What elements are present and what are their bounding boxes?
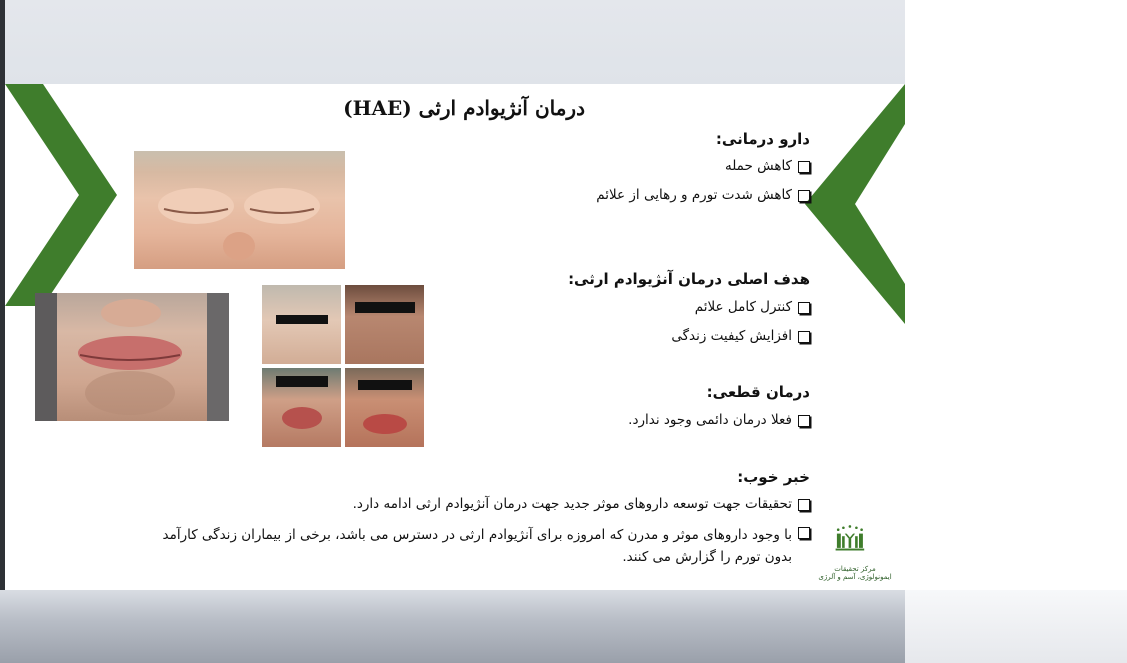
list-item: با وجود داروهای موثر و مدرن که امروزه برای آنژیوادم ارثی در دسترس می باشد، برخی از بیماران زندگی کارآمد بدون تورم را گزارش می کنند. <box>162 524 810 568</box>
presentation-slide <box>5 84 905 590</box>
list-item: کاهش حمله <box>725 158 810 174</box>
list-item: فعلا درمان دائمی وجود ندارد. <box>628 412 810 428</box>
section-heading-definitive-treatment: درمان قطعی: <box>706 383 810 401</box>
window-top-band <box>0 0 905 84</box>
square-bullet-icon <box>798 415 810 427</box>
square-bullet-icon <box>798 331 810 343</box>
patient-photo-2 <box>345 285 424 364</box>
swollen-lip-photo <box>35 293 229 421</box>
list-item: تحقیقات جهت توسعه داروهای موثر جدید جهت درمان آنژیوادم ارثی ادامه دارد. <box>353 496 810 512</box>
logo-caption: مرکز تحقیقات ایمونولوژی، آسم و آلرژی <box>818 565 892 581</box>
square-bullet-icon <box>798 190 810 202</box>
square-bullet-icon <box>798 499 810 511</box>
section-heading-drug-therapy: دارو درمانی: <box>715 130 810 148</box>
slide-title: درمان آنژیوادم ارثی (HAE) <box>343 96 585 120</box>
left-chevron-decoration <box>5 84 117 306</box>
patient-photo-3 <box>262 368 341 447</box>
list-item: افزایش کیفیت زندگی <box>671 328 810 344</box>
patient-collage-photo <box>262 285 424 447</box>
patient-photo-1 <box>262 285 341 364</box>
institute-logo-icon <box>833 524 885 564</box>
window-bottom-right <box>905 590 1127 663</box>
swollen-eyes-photo <box>134 151 345 269</box>
right-chevron-decoration <box>805 84 905 324</box>
square-bullet-icon <box>798 302 810 314</box>
list-item: کاهش شدت تورم و رهایی از علائم <box>596 187 810 203</box>
patient-photo-4 <box>345 368 424 447</box>
window-bottom-band <box>0 590 905 663</box>
list-item: کنترل کامل علائم <box>695 299 810 315</box>
square-bullet-icon <box>798 527 810 539</box>
section-heading-main-goal: هدف اصلی درمان آنژیوادم ارثی: <box>568 270 810 288</box>
square-bullet-icon <box>798 161 810 173</box>
section-heading-good-news: خبر خوب: <box>737 468 810 486</box>
